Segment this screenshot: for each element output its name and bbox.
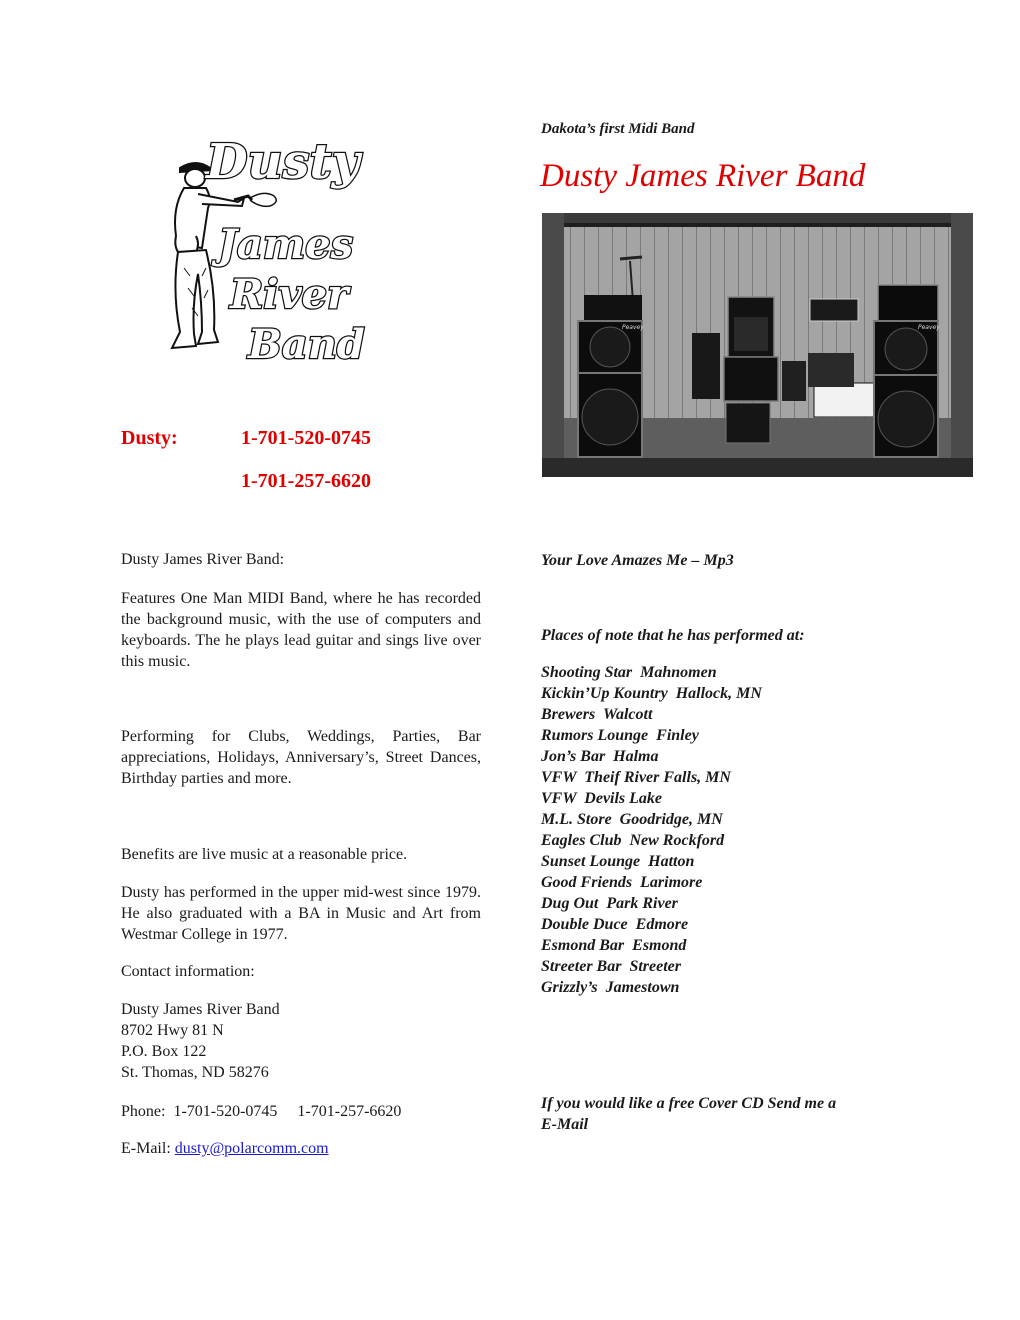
list-item: Rumors Lounge Finley — [541, 727, 699, 744]
list-item: Double Duce Edmore — [541, 916, 689, 933]
list-item: VFW Devils Lake — [541, 790, 663, 807]
list-item: Eagles Club New Rockford — [541, 832, 725, 849]
mailing-address — [121, 999, 481, 1083]
mp3-link-text[interactable]: Your Love Amazes Me – Mp3 — [541, 552, 734, 569]
history-paragraph: Dusty has performed in the upper mid-west since 1979. He also graduated with a BA in Music and Art from Westmar College in 1977. — [121, 884, 481, 943]
phone-number-secondary: 1-701-257-6620 — [241, 470, 371, 492]
cd-offer — [541, 1093, 836, 1135]
list-item: M.L. Store Goodridge, MN — [541, 811, 723, 828]
phone-owner-label: Dusty: — [121, 427, 178, 449]
left-speaker-stack — [578, 295, 642, 457]
page-title: Dusty James River Band — [540, 158, 866, 194]
benefits-paragraph: Benefits are live music at a reasonable price. — [121, 846, 408, 863]
list-item: Grizzly’s Jamestown — [541, 979, 680, 996]
phone-number-primary: 1-701-520-0745 — [241, 427, 371, 449]
list-item: Brewers Walcott — [541, 706, 653, 723]
performing-paragraph: Performing for Clubs, Weddings, Parties, Bar appreciations, Holidays, Anniversary’s, Street Dances, Birthday parties and more. — [121, 728, 481, 787]
logo-word-james: James — [218, 221, 354, 268]
speaker-brand-label: Peavey — [622, 324, 644, 331]
address-line: St. Thomas, ND 58276 — [121, 1064, 269, 1081]
speaker-brand-label: Peavey — [918, 324, 940, 331]
email-label: E-Mail: — [121, 1140, 171, 1157]
cd-offer-line: If you would like a free Cover CD Send me a — [541, 1095, 837, 1112]
list-item: Shooting Star Mahnomen — [541, 664, 717, 681]
venue-list — [541, 662, 762, 998]
list-item: Streeter Bar Streeter — [541, 958, 681, 975]
cd-offer-line: E-Mail — [541, 1116, 589, 1133]
contact-phone-line: Phone: 1-701-520-0745 1-701-257-6620 — [121, 1103, 402, 1120]
address-line: 8702 Hwy 81 N — [121, 1022, 224, 1039]
list-item: Dug Out Park River — [541, 895, 678, 912]
intro-heading: Dusty James River Band: — [121, 551, 285, 568]
list-item: Sunset Lounge Hatton — [541, 853, 695, 870]
list-item: Good Friends Larimore — [541, 874, 703, 891]
contact-heading: Contact information: — [121, 963, 255, 980]
email-link[interactable]: dusty@polarcomm.com — [174, 1140, 329, 1157]
list-item: VFW Theif River Falls, MN — [541, 769, 731, 786]
address-line: Dusty James River Band — [121, 1001, 280, 1018]
address-line: P.O. Box 122 — [121, 1043, 207, 1060]
right-speaker-stack — [874, 285, 938, 457]
band-logo — [148, 118, 380, 370]
tagline: Dakota’s first Midi Band — [541, 121, 695, 137]
logo-word-river: River — [230, 271, 349, 318]
logo-word-dusty: Dusty — [206, 134, 360, 190]
email-line — [121, 1138, 481, 1159]
list-item: Kickin’Up Kountry Hallock, MN — [541, 685, 762, 702]
places-heading: Places of note that he has performed at: — [541, 627, 805, 644]
list-item: Jon’s Bar Halma — [541, 748, 659, 765]
features-paragraph: Features One Man MIDI Band, where he has recorded the background music, with the use of computers and keyboards. The he plays lead guitar and sings live over this music. — [121, 590, 481, 670]
stage-photo — [542, 213, 973, 477]
logo-word-band: Band — [248, 321, 365, 368]
list-item: Esmond Bar Esmond — [541, 937, 687, 954]
